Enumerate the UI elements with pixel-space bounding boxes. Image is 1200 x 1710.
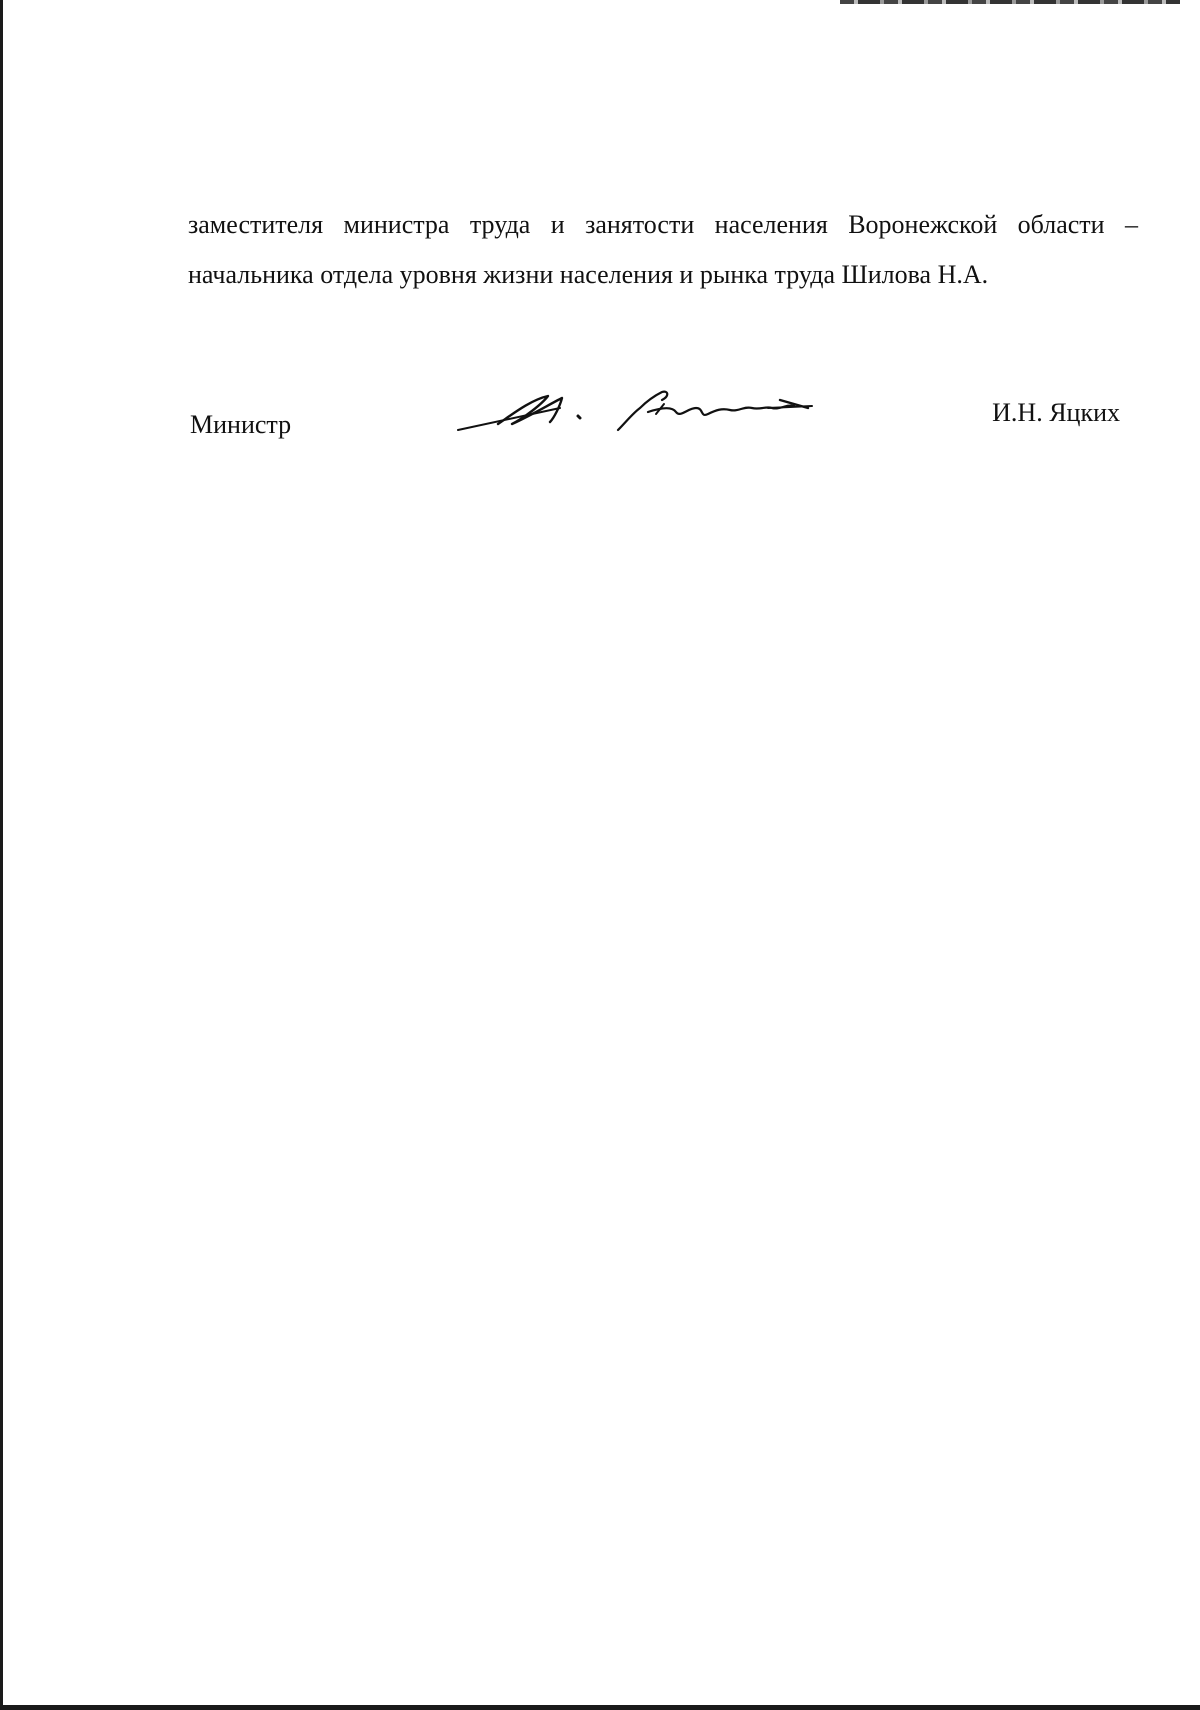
- signature-row: [190, 378, 1120, 458]
- scan-bottom-edge: [0, 1705, 1200, 1710]
- body-paragraph: [188, 200, 1138, 300]
- signer-position: Министр: [190, 410, 292, 439]
- scan-top-streak: [840, 0, 1180, 4]
- signer-name: И.Н. Яцких: [992, 398, 1120, 427]
- handwritten-signature: [450, 378, 850, 448]
- scan-left-edge: [0, 0, 3, 1710]
- paragraph-line-2: начальника отдела уровня жизни населения и рынка труда Шилова Н.А.: [188, 260, 989, 289]
- paragraph-line-1: заместителя министра труда и занятости населения Воронежской области –: [188, 210, 1138, 239]
